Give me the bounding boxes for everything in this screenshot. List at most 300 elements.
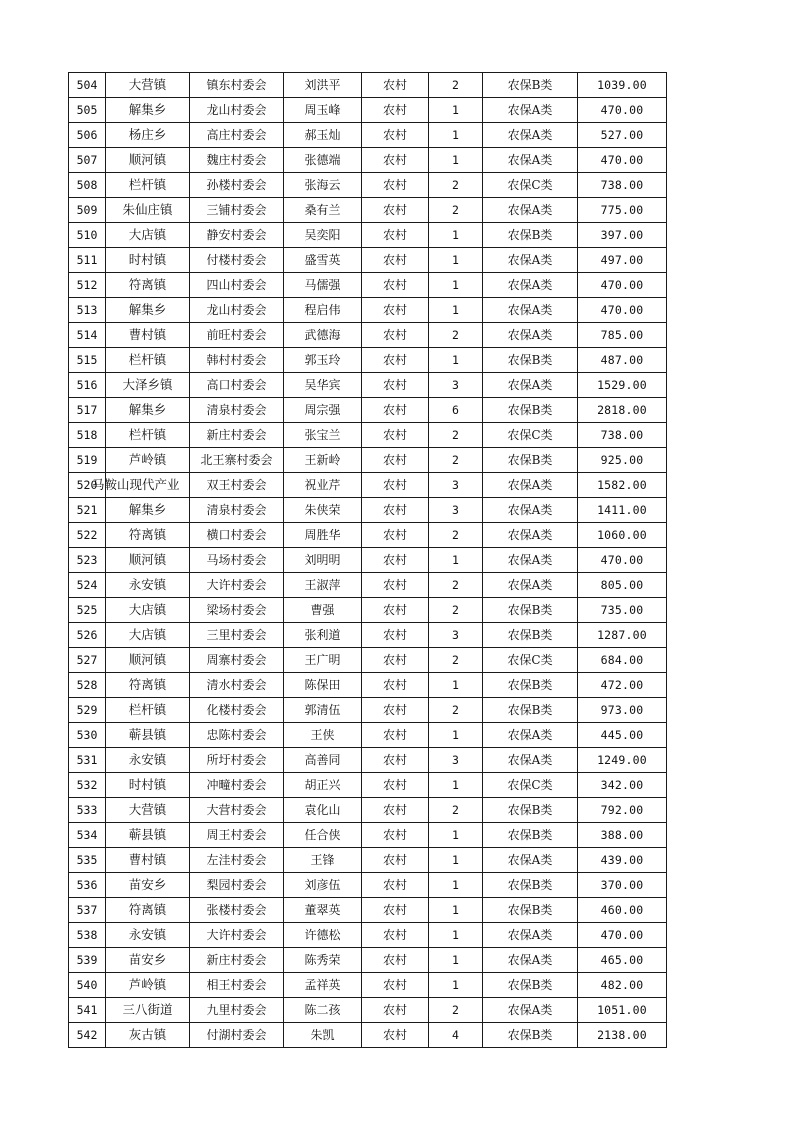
cell-insurance-category: 农保A类 bbox=[483, 298, 578, 323]
table-row bbox=[69, 348, 667, 373]
cell-household-type: 农村 bbox=[362, 673, 429, 698]
cell-person-name: 张德端 bbox=[284, 148, 362, 173]
cell-person-name: 刘明明 bbox=[284, 548, 362, 573]
cell-amount: 470.00 bbox=[578, 273, 667, 298]
cell-row-number: 514 bbox=[69, 323, 106, 348]
table-row bbox=[69, 98, 667, 123]
cell-town: 朱仙庄镇 bbox=[106, 198, 190, 223]
cell-village-committee: 梁场村委会 bbox=[190, 598, 284, 623]
cell-household-size: 2 bbox=[429, 323, 483, 348]
cell-insurance-category: 农保B类 bbox=[483, 598, 578, 623]
cell-row-number: 505 bbox=[69, 98, 106, 123]
cell-insurance-category: 农保B类 bbox=[483, 1023, 578, 1048]
cell-village-committee: 周王村委会 bbox=[190, 823, 284, 848]
cell-person-name: 周玉峰 bbox=[284, 98, 362, 123]
cell-person-name: 郭玉玲 bbox=[284, 348, 362, 373]
cell-person-name: 盛雪英 bbox=[284, 248, 362, 273]
cell-household-type: 农村 bbox=[362, 898, 429, 923]
cell-insurance-category: 农保B类 bbox=[483, 223, 578, 248]
cell-household-size: 4 bbox=[429, 1023, 483, 1048]
cell-household-type: 农村 bbox=[362, 973, 429, 998]
cell-insurance-category: 农保A类 bbox=[483, 498, 578, 523]
cell-amount: 388.00 bbox=[578, 823, 667, 848]
cell-person-name: 郭清伍 bbox=[284, 698, 362, 723]
cell-household-size: 3 bbox=[429, 748, 483, 773]
cell-row-number: 506 bbox=[69, 123, 106, 148]
cell-town: 大营镇 bbox=[106, 73, 190, 98]
cell-household-size: 2 bbox=[429, 173, 483, 198]
cell-village-committee: 龙山村委会 bbox=[190, 298, 284, 323]
cell-town: 时村镇 bbox=[106, 248, 190, 273]
cell-village-committee: 双王村委会 bbox=[190, 473, 284, 498]
cell-village-committee: 付楼村委会 bbox=[190, 248, 284, 273]
cell-insurance-category: 农保B类 bbox=[483, 873, 578, 898]
cell-town: 大泽乡镇 bbox=[106, 373, 190, 398]
cell-amount: 785.00 bbox=[578, 323, 667, 348]
table-row bbox=[69, 323, 667, 348]
cell-household-type: 农村 bbox=[362, 248, 429, 273]
cell-amount: 470.00 bbox=[578, 98, 667, 123]
cell-household-size: 1 bbox=[429, 273, 483, 298]
cell-household-type: 农村 bbox=[362, 648, 429, 673]
cell-household-size: 1 bbox=[429, 248, 483, 273]
cell-village-committee: 龙山村委会 bbox=[190, 98, 284, 123]
cell-town: 芦岭镇 bbox=[106, 973, 190, 998]
cell-household-type: 农村 bbox=[362, 873, 429, 898]
cell-person-name: 祝业芹 bbox=[284, 473, 362, 498]
cell-person-name: 刘洪平 bbox=[284, 73, 362, 98]
cell-amount: 1582.00 bbox=[578, 473, 667, 498]
cell-village-committee: 新庄村委会 bbox=[190, 948, 284, 973]
cell-insurance-category: 农保A类 bbox=[483, 573, 578, 598]
cell-person-name: 曹强 bbox=[284, 598, 362, 623]
cell-household-type: 农村 bbox=[362, 848, 429, 873]
cell-household-type: 农村 bbox=[362, 823, 429, 848]
cell-insurance-category: 农保B类 bbox=[483, 698, 578, 723]
cell-town: 永安镇 bbox=[106, 748, 190, 773]
cell-insurance-category: 农保B类 bbox=[483, 623, 578, 648]
cell-row-number: 519 bbox=[69, 448, 106, 473]
cell-insurance-category: 农保A类 bbox=[483, 123, 578, 148]
cell-row-number: 526 bbox=[69, 623, 106, 648]
cell-household-type: 农村 bbox=[362, 448, 429, 473]
cell-row-number: 511 bbox=[69, 248, 106, 273]
cell-household-size: 1 bbox=[429, 773, 483, 798]
cell-household-size: 2 bbox=[429, 573, 483, 598]
cell-row-number: 517 bbox=[69, 398, 106, 423]
table-row bbox=[69, 923, 667, 948]
cell-person-name: 朱侠荣 bbox=[284, 498, 362, 523]
cell-amount: 470.00 bbox=[578, 548, 667, 573]
cell-row-number: 539 bbox=[69, 948, 106, 973]
table-row bbox=[69, 173, 667, 198]
cell-town: 灰古镇 bbox=[106, 1023, 190, 1048]
cell-insurance-category: 农保A类 bbox=[483, 473, 578, 498]
cell-row-number: 538 bbox=[69, 923, 106, 948]
cell-village-committee: 张楼村委会 bbox=[190, 898, 284, 923]
cell-amount: 1287.00 bbox=[578, 623, 667, 648]
cell-village-committee: 前旺村委会 bbox=[190, 323, 284, 348]
cell-row-number: 523 bbox=[69, 548, 106, 573]
cell-town: 顺河镇 bbox=[106, 148, 190, 173]
cell-household-type: 农村 bbox=[362, 298, 429, 323]
cell-household-type: 农村 bbox=[362, 548, 429, 573]
cell-row-number: 533 bbox=[69, 798, 106, 823]
cell-insurance-category: 农保C类 bbox=[483, 423, 578, 448]
cell-household-size: 2 bbox=[429, 198, 483, 223]
cell-village-committee: 马场村委会 bbox=[190, 548, 284, 573]
cell-village-committee: 梨园村委会 bbox=[190, 873, 284, 898]
cell-town: 大营镇 bbox=[106, 798, 190, 823]
cell-row-number: 512 bbox=[69, 273, 106, 298]
cell-amount: 460.00 bbox=[578, 898, 667, 923]
cell-village-committee: 新庄村委会 bbox=[190, 423, 284, 448]
cell-household-type: 农村 bbox=[362, 273, 429, 298]
cell-person-name: 陈秀荣 bbox=[284, 948, 362, 973]
cell-amount: 738.00 bbox=[578, 173, 667, 198]
cell-village-committee: 清泉村委会 bbox=[190, 498, 284, 523]
cell-person-name: 王广明 bbox=[284, 648, 362, 673]
table-row bbox=[69, 773, 667, 798]
cell-row-number: 522 bbox=[69, 523, 106, 548]
table-row bbox=[69, 498, 667, 523]
cell-insurance-category: 农保A类 bbox=[483, 148, 578, 173]
cell-household-type: 农村 bbox=[362, 498, 429, 523]
cell-household-type: 农村 bbox=[362, 98, 429, 123]
cell-village-committee: 所圩村委会 bbox=[190, 748, 284, 773]
cell-person-name: 袁化山 bbox=[284, 798, 362, 823]
cell-town: 栏杆镇 bbox=[106, 173, 190, 198]
cell-amount: 1411.00 bbox=[578, 498, 667, 523]
cell-household-type: 农村 bbox=[362, 948, 429, 973]
cell-person-name: 孟祥英 bbox=[284, 973, 362, 998]
cell-town: 栏杆镇 bbox=[106, 348, 190, 373]
cell-household-type: 农村 bbox=[362, 798, 429, 823]
cell-household-size: 1 bbox=[429, 723, 483, 748]
cell-household-type: 农村 bbox=[362, 148, 429, 173]
cell-person-name: 张利道 bbox=[284, 623, 362, 648]
cell-insurance-category: 农保A类 bbox=[483, 198, 578, 223]
table-row bbox=[69, 598, 667, 623]
cell-household-size: 1 bbox=[429, 348, 483, 373]
table-row bbox=[69, 123, 667, 148]
cell-town: 顺河镇 bbox=[106, 648, 190, 673]
cell-insurance-category: 农保B类 bbox=[483, 348, 578, 373]
table-row bbox=[69, 198, 667, 223]
cell-village-committee: 高口村委会 bbox=[190, 373, 284, 398]
cell-household-size: 2 bbox=[429, 598, 483, 623]
cell-insurance-category: 农保A类 bbox=[483, 373, 578, 398]
cell-row-number: 540 bbox=[69, 973, 106, 998]
cell-village-committee: 四山村委会 bbox=[190, 273, 284, 298]
cell-amount: 397.00 bbox=[578, 223, 667, 248]
cell-village-committee: 北王寨村委会 bbox=[190, 448, 284, 473]
cell-village-committee: 周寨村委会 bbox=[190, 648, 284, 673]
cell-town: 解集乡 bbox=[106, 98, 190, 123]
cell-household-type: 农村 bbox=[362, 723, 429, 748]
cell-household-type: 农村 bbox=[362, 573, 429, 598]
cell-household-size: 3 bbox=[429, 623, 483, 648]
cell-person-name: 胡正兴 bbox=[284, 773, 362, 798]
table-row bbox=[69, 748, 667, 773]
cell-household-size: 6 bbox=[429, 398, 483, 423]
cell-row-number: 534 bbox=[69, 823, 106, 848]
cell-household-size: 3 bbox=[429, 473, 483, 498]
cell-row-number: 509 bbox=[69, 198, 106, 223]
cell-town: 解集乡 bbox=[106, 398, 190, 423]
cell-village-committee: 付湖村委会 bbox=[190, 1023, 284, 1048]
cell-household-type: 农村 bbox=[362, 323, 429, 348]
cell-household-size: 1 bbox=[429, 923, 483, 948]
cell-town: 永安镇 bbox=[106, 923, 190, 948]
cell-insurance-category: 农保B类 bbox=[483, 73, 578, 98]
table-row bbox=[69, 298, 667, 323]
cell-person-name: 张宝兰 bbox=[284, 423, 362, 448]
cell-household-type: 农村 bbox=[362, 398, 429, 423]
cell-village-committee: 忠陈村委会 bbox=[190, 723, 284, 748]
cell-row-number: 527 bbox=[69, 648, 106, 673]
cell-person-name: 陈二孩 bbox=[284, 998, 362, 1023]
table-row bbox=[69, 698, 667, 723]
cell-village-committee: 大许村委会 bbox=[190, 573, 284, 598]
cell-village-committee: 孙楼村委会 bbox=[190, 173, 284, 198]
cell-row-number: 536 bbox=[69, 873, 106, 898]
cell-insurance-category: 农保B类 bbox=[483, 973, 578, 998]
cell-town: 栏杆镇 bbox=[106, 423, 190, 448]
table-row bbox=[69, 398, 667, 423]
cell-village-committee: 三里村委会 bbox=[190, 623, 284, 648]
cell-town: 符离镇 bbox=[106, 673, 190, 698]
cell-row-number: 529 bbox=[69, 698, 106, 723]
cell-village-committee: 清水村委会 bbox=[190, 673, 284, 698]
cell-insurance-category: 农保B类 bbox=[483, 823, 578, 848]
cell-town: 马鞍山现代产业 bbox=[106, 473, 190, 498]
cell-amount: 2818.00 bbox=[578, 398, 667, 423]
cell-amount: 439.00 bbox=[578, 848, 667, 873]
cell-town: 曹村镇 bbox=[106, 848, 190, 873]
cell-town: 大店镇 bbox=[106, 223, 190, 248]
cell-town: 符离镇 bbox=[106, 898, 190, 923]
cell-row-number: 520 bbox=[69, 473, 106, 498]
cell-insurance-category: 农保B类 bbox=[483, 448, 578, 473]
table-row bbox=[69, 1023, 667, 1048]
cell-amount: 792.00 bbox=[578, 798, 667, 823]
cell-household-size: 1 bbox=[429, 98, 483, 123]
cell-household-size: 2 bbox=[429, 523, 483, 548]
cell-row-number: 504 bbox=[69, 73, 106, 98]
cell-amount: 470.00 bbox=[578, 148, 667, 173]
cell-household-type: 农村 bbox=[362, 348, 429, 373]
cell-row-number: 528 bbox=[69, 673, 106, 698]
table-row bbox=[69, 823, 667, 848]
table-row bbox=[69, 998, 667, 1023]
cell-town: 杨庄乡 bbox=[106, 123, 190, 148]
cell-village-committee: 静安村委会 bbox=[190, 223, 284, 248]
cell-insurance-category: 农保A类 bbox=[483, 948, 578, 973]
cell-household-type: 农村 bbox=[362, 998, 429, 1023]
cell-insurance-category: 农保A类 bbox=[483, 323, 578, 348]
cell-household-type: 农村 bbox=[362, 773, 429, 798]
cell-village-committee: 左洼村委会 bbox=[190, 848, 284, 873]
cell-row-number: 531 bbox=[69, 748, 106, 773]
cell-household-type: 农村 bbox=[362, 173, 429, 198]
cell-town: 大店镇 bbox=[106, 598, 190, 623]
cell-person-name: 周宗强 bbox=[284, 398, 362, 423]
cell-amount: 342.00 bbox=[578, 773, 667, 798]
cell-insurance-category: 农保C类 bbox=[483, 173, 578, 198]
cell-household-type: 农村 bbox=[362, 223, 429, 248]
cell-amount: 482.00 bbox=[578, 973, 667, 998]
table-row bbox=[69, 248, 667, 273]
cell-household-type: 农村 bbox=[362, 1023, 429, 1048]
cell-town: 大店镇 bbox=[106, 623, 190, 648]
cell-household-type: 农村 bbox=[362, 523, 429, 548]
cell-amount: 465.00 bbox=[578, 948, 667, 973]
cell-insurance-category: 农保A类 bbox=[483, 848, 578, 873]
cell-person-name: 吴奕阳 bbox=[284, 223, 362, 248]
cell-amount: 487.00 bbox=[578, 348, 667, 373]
cell-person-name: 程启伟 bbox=[284, 298, 362, 323]
cell-village-committee: 清泉村委会 bbox=[190, 398, 284, 423]
cell-town: 苗安乡 bbox=[106, 873, 190, 898]
cell-town: 永安镇 bbox=[106, 573, 190, 598]
cell-amount: 1039.00 bbox=[578, 73, 667, 98]
cell-household-size: 2 bbox=[429, 798, 483, 823]
cell-amount: 1060.00 bbox=[578, 523, 667, 548]
cell-amount: 527.00 bbox=[578, 123, 667, 148]
table-row bbox=[69, 848, 667, 873]
cell-insurance-category: 农保A类 bbox=[483, 923, 578, 948]
cell-person-name: 朱凯 bbox=[284, 1023, 362, 1048]
cell-amount: 470.00 bbox=[578, 298, 667, 323]
cell-household-size: 1 bbox=[429, 223, 483, 248]
cell-household-size: 1 bbox=[429, 123, 483, 148]
cell-person-name: 马儒强 bbox=[284, 273, 362, 298]
cell-amount: 470.00 bbox=[578, 923, 667, 948]
cell-row-number: 532 bbox=[69, 773, 106, 798]
table-row bbox=[69, 873, 667, 898]
cell-insurance-category: 农保A类 bbox=[483, 273, 578, 298]
table-row bbox=[69, 623, 667, 648]
cell-household-type: 农村 bbox=[362, 748, 429, 773]
cell-row-number: 542 bbox=[69, 1023, 106, 1048]
cell-village-committee: 横口村委会 bbox=[190, 523, 284, 548]
cell-row-number: 515 bbox=[69, 348, 106, 373]
cell-person-name: 郝玉灿 bbox=[284, 123, 362, 148]
cell-town: 时村镇 bbox=[106, 773, 190, 798]
cell-town: 顺河镇 bbox=[106, 548, 190, 573]
cell-person-name: 王锋 bbox=[284, 848, 362, 873]
cell-household-size: 1 bbox=[429, 673, 483, 698]
cell-household-type: 农村 bbox=[362, 698, 429, 723]
table-row bbox=[69, 223, 667, 248]
cell-row-number: 507 bbox=[69, 148, 106, 173]
cell-person-name: 武德海 bbox=[284, 323, 362, 348]
cell-town: 符离镇 bbox=[106, 523, 190, 548]
cell-town: 栏杆镇 bbox=[106, 698, 190, 723]
cell-insurance-category: 农保A类 bbox=[483, 998, 578, 1023]
cell-town: 苗安乡 bbox=[106, 948, 190, 973]
cell-household-size: 1 bbox=[429, 873, 483, 898]
cell-person-name: 张海云 bbox=[284, 173, 362, 198]
cell-village-committee: 相王村委会 bbox=[190, 973, 284, 998]
cell-insurance-category: 农保C类 bbox=[483, 648, 578, 673]
cell-row-number: 537 bbox=[69, 898, 106, 923]
table-row bbox=[69, 973, 667, 998]
cell-amount: 735.00 bbox=[578, 598, 667, 623]
table-row bbox=[69, 673, 667, 698]
cell-person-name: 任合侠 bbox=[284, 823, 362, 848]
cell-village-committee: 化楼村委会 bbox=[190, 698, 284, 723]
cell-village-committee: 大许村委会 bbox=[190, 923, 284, 948]
cell-amount: 1051.00 bbox=[578, 998, 667, 1023]
cell-row-number: 508 bbox=[69, 173, 106, 198]
cell-household-type: 农村 bbox=[362, 423, 429, 448]
cell-person-name: 王侠 bbox=[284, 723, 362, 748]
cell-row-number: 513 bbox=[69, 298, 106, 323]
cell-amount: 2138.00 bbox=[578, 1023, 667, 1048]
cell-household-size: 1 bbox=[429, 898, 483, 923]
cell-household-size: 1 bbox=[429, 948, 483, 973]
table-row bbox=[69, 573, 667, 598]
cell-person-name: 吴华宾 bbox=[284, 373, 362, 398]
cell-insurance-category: 农保B类 bbox=[483, 398, 578, 423]
cell-household-size: 1 bbox=[429, 973, 483, 998]
cell-town: 三八街道 bbox=[106, 998, 190, 1023]
cell-household-size: 1 bbox=[429, 823, 483, 848]
cell-village-committee: 镇东村委会 bbox=[190, 73, 284, 98]
cell-person-name: 高善同 bbox=[284, 748, 362, 773]
cell-amount: 805.00 bbox=[578, 573, 667, 598]
cell-row-number: 535 bbox=[69, 848, 106, 873]
cell-insurance-category: 农保A类 bbox=[483, 248, 578, 273]
cell-amount: 738.00 bbox=[578, 423, 667, 448]
table-row bbox=[69, 898, 667, 923]
cell-household-type: 农村 bbox=[362, 123, 429, 148]
cell-household-size: 1 bbox=[429, 848, 483, 873]
cell-town: 符离镇 bbox=[106, 273, 190, 298]
cell-household-size: 1 bbox=[429, 548, 483, 573]
cell-row-number: 525 bbox=[69, 598, 106, 623]
cell-village-committee: 大营村委会 bbox=[190, 798, 284, 823]
cell-amount: 684.00 bbox=[578, 648, 667, 673]
cell-amount: 370.00 bbox=[578, 873, 667, 898]
cell-amount: 1249.00 bbox=[578, 748, 667, 773]
cell-amount: 472.00 bbox=[578, 673, 667, 698]
cell-household-type: 农村 bbox=[362, 598, 429, 623]
table-row bbox=[69, 948, 667, 973]
cell-row-number: 541 bbox=[69, 998, 106, 1023]
table-row bbox=[69, 523, 667, 548]
cell-village-committee: 魏庄村委会 bbox=[190, 148, 284, 173]
cell-row-number: 516 bbox=[69, 373, 106, 398]
table-row bbox=[69, 648, 667, 673]
table-row bbox=[69, 423, 667, 448]
cell-town: 芦岭镇 bbox=[106, 448, 190, 473]
cell-household-size: 1 bbox=[429, 148, 483, 173]
cell-household-size: 3 bbox=[429, 498, 483, 523]
roster-body bbox=[69, 73, 667, 1048]
cell-household-type: 农村 bbox=[362, 373, 429, 398]
table-row bbox=[69, 548, 667, 573]
cell-village-committee: 冲疃村委会 bbox=[190, 773, 284, 798]
cell-household-size: 2 bbox=[429, 73, 483, 98]
table-row bbox=[69, 148, 667, 173]
cell-village-committee: 九里村委会 bbox=[190, 998, 284, 1023]
cell-village-committee: 三铺村委会 bbox=[190, 198, 284, 223]
cell-amount: 775.00 bbox=[578, 198, 667, 223]
table-row bbox=[69, 73, 667, 98]
